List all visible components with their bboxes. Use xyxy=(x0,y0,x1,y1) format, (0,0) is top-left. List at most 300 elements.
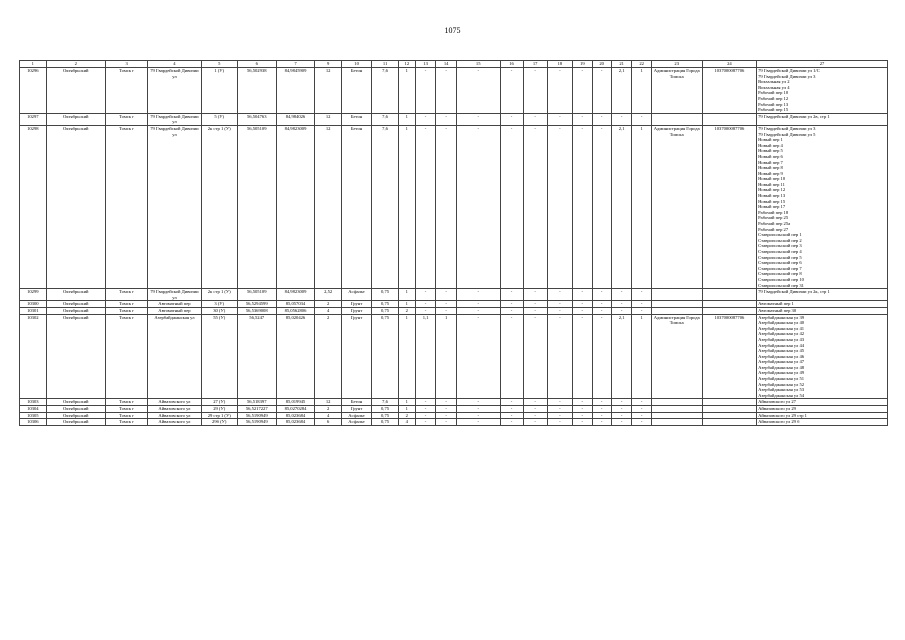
table-cell: 10296 xyxy=(20,68,47,114)
address-cell xyxy=(757,307,888,314)
table-cell: - xyxy=(456,289,500,301)
table-cell: 7,6 xyxy=(372,113,399,125)
table-cell: 29 (У) xyxy=(201,406,237,413)
table-cell: Асфальт xyxy=(341,412,371,419)
table-cell: - xyxy=(592,125,611,288)
table-cell: 7,6 xyxy=(372,399,399,406)
table-cell: 1037000087706 xyxy=(702,314,756,399)
table-cell: Октябрьский xyxy=(46,307,105,314)
table-cell: 84,9845909 xyxy=(276,68,315,114)
table-cell: 10302 xyxy=(20,314,47,399)
table-cell: - xyxy=(500,113,523,125)
table-cell: - xyxy=(611,412,632,419)
address-line: Ставропольский пер 3 xyxy=(758,243,802,249)
table-cell: - xyxy=(500,301,523,308)
table-cell: Бетон xyxy=(341,399,371,406)
table-cell: - xyxy=(436,125,457,288)
table-cell: - xyxy=(547,113,572,125)
address-line: Азербайджанская ул 54 xyxy=(758,392,805,398)
address-line: Новый пер 7 xyxy=(758,159,783,165)
table-cell: - xyxy=(632,289,651,301)
address-line: Автоматный пер 30 xyxy=(758,307,797,313)
address-line: Вокзальная ул 2 xyxy=(758,79,790,85)
table-cell: 1 xyxy=(398,406,415,413)
address-line: 79 Гвардейской Дивизии ул 1/С xyxy=(758,68,820,73)
table-cell xyxy=(651,419,702,426)
table-cell: Грунт xyxy=(341,301,371,308)
table-cell: Айвазовского ул xyxy=(148,419,201,426)
table-cell: - xyxy=(415,301,436,308)
table-cell: Октябрьский xyxy=(46,399,105,406)
table-cell: 2к стр 1 (У) xyxy=(201,125,237,288)
table-cell: 1 xyxy=(398,289,415,301)
table-body xyxy=(20,61,888,426)
address-line: Азербайджанская ул 40 xyxy=(758,320,805,326)
address-line: Азербайджанская ул 41 xyxy=(758,325,805,331)
address-line: Рабочий пер 27 xyxy=(758,226,789,232)
table-cell: Азербайджанская ул xyxy=(148,314,201,399)
address-line: Азербайджанская ул 49 xyxy=(758,370,805,376)
table-cell xyxy=(702,289,756,301)
address-cell xyxy=(757,301,888,308)
table-cell: Бетон xyxy=(341,68,371,114)
table-cell: 56,504763 xyxy=(237,113,276,125)
address-line: Рабочий пер 25 xyxy=(758,215,789,221)
table-cell: - xyxy=(436,289,457,301)
page-number: 1075 xyxy=(444,26,461,35)
table-cell: 1 xyxy=(398,113,415,125)
table-cell: - xyxy=(592,301,611,308)
table-cell: - xyxy=(632,307,651,314)
table-cell: Октябрьский xyxy=(46,406,105,413)
table-cell: - xyxy=(573,399,592,406)
table-cell: Октябрьский xyxy=(46,301,105,308)
table-cell: 10303 xyxy=(20,399,47,406)
table-cell: - xyxy=(611,406,632,413)
table-cell: Октябрьский xyxy=(46,419,105,426)
address-line: Азербайджанская ул 42 xyxy=(758,331,805,337)
table-cell: - xyxy=(611,289,632,301)
address-cell xyxy=(757,113,888,125)
table-cell: 2 xyxy=(398,412,415,419)
table-cell: 1 xyxy=(398,314,415,399)
table-cell: - xyxy=(592,113,611,125)
address-line: Ставропольский пер 8 xyxy=(758,271,802,277)
header-cell: 17 xyxy=(523,61,547,68)
address-line: Новый пер 11 xyxy=(758,181,785,187)
table-row xyxy=(20,412,888,419)
address-line: Ставропольский пер 6 xyxy=(758,260,802,266)
table-cell: 56,5190949 xyxy=(237,412,276,419)
table-cell: 1 xyxy=(398,68,415,114)
table-cell: - xyxy=(456,406,500,413)
table-cell: Томск г xyxy=(105,419,147,426)
table-cell: - xyxy=(592,307,611,314)
table-cell: - xyxy=(415,125,436,288)
table-cell: 7,6 xyxy=(372,68,399,114)
table-cell: Асфальт xyxy=(341,419,371,426)
table-cell: Томск г xyxy=(105,125,147,288)
table-cell: 2,1 xyxy=(611,125,632,288)
address-line: Айвазовского ул 29 xyxy=(758,406,796,412)
table-cell: Администрация Города Томска xyxy=(651,68,702,114)
table-cell: 2 xyxy=(398,307,415,314)
table-cell: 56,518397 xyxy=(237,399,276,406)
table-cell: - xyxy=(415,399,436,406)
table-cell: 1037000087706 xyxy=(702,125,756,288)
header-cell: 2 xyxy=(46,61,105,68)
table-cell: 1037000087706 xyxy=(702,68,756,114)
table-cell: 29б (У) xyxy=(201,419,237,426)
table-cell xyxy=(702,406,756,413)
table-cell: 85,057034 xyxy=(276,301,315,308)
address-cell xyxy=(757,406,888,413)
table-header-row xyxy=(20,61,888,68)
register-table xyxy=(19,60,888,426)
table-cell: Томск г xyxy=(105,307,147,314)
header-cell: 21 xyxy=(611,61,632,68)
table-cell: 12 xyxy=(315,68,342,114)
table-cell: 1 xyxy=(436,314,457,399)
table-cell: Айвазовского ул xyxy=(148,412,201,419)
table-cell: 1 xyxy=(398,301,415,308)
address-line: Рабочий пер 10 xyxy=(758,90,789,96)
table-cell: 4 xyxy=(315,307,342,314)
header-cell: 22 xyxy=(632,61,651,68)
address-line: Рабочий пер 12 xyxy=(758,95,789,101)
table-cell xyxy=(702,113,756,125)
header-cell: 20 xyxy=(592,61,611,68)
table-cell: 10306 xyxy=(20,419,47,426)
table-cell: - xyxy=(547,289,572,301)
table-cell: 85,020426 xyxy=(276,314,315,399)
address-line: Азербайджанская ул 44 xyxy=(758,342,805,348)
header-cell: 4 xyxy=(148,61,201,68)
table-cell: Айвазовского ул xyxy=(148,399,201,406)
table-cell: - xyxy=(611,113,632,125)
address-cell xyxy=(757,399,888,406)
table-cell: 5 (У) xyxy=(201,113,237,125)
table-cell: 85,023684 xyxy=(276,412,315,419)
table-cell: Октябрьский xyxy=(46,113,105,125)
table-cell: 0,75 xyxy=(372,289,399,301)
address-line: Рабочий пер 13 xyxy=(758,101,789,107)
table-cell: - xyxy=(632,419,651,426)
address-line: 79 Гвардейской Дивизии ул 5 xyxy=(758,131,816,137)
header-cell: 6 xyxy=(237,61,276,68)
address-line: Ставропольский пер 2 xyxy=(758,237,802,243)
table-cell: 4 xyxy=(315,412,342,419)
address-line: Автоматный пер 1 xyxy=(758,301,794,307)
header-cell: 27 xyxy=(757,61,888,68)
table-cell: - xyxy=(573,307,592,314)
address-line: Новый пер 15 xyxy=(758,198,786,204)
table-row xyxy=(20,314,888,399)
table-cell: 56,5217227 xyxy=(237,406,276,413)
table-cell: Айвазовского ул xyxy=(148,406,201,413)
table-cell: 3 (У) xyxy=(201,301,237,308)
table-cell: - xyxy=(547,406,572,413)
table-cell: - xyxy=(523,113,547,125)
table-row xyxy=(20,125,888,288)
address-line: Азербайджанская ул 39 xyxy=(758,314,805,320)
table-cell xyxy=(702,419,756,426)
table-cell: - xyxy=(547,412,572,419)
table-cell xyxy=(702,307,756,314)
table-cell: - xyxy=(592,68,611,114)
address-line: Новый пер 5 xyxy=(758,148,783,154)
table-row xyxy=(20,419,888,426)
table-cell: 2,1 xyxy=(611,68,632,114)
table-cell: - xyxy=(592,314,611,399)
table-cell: 2 xyxy=(315,406,342,413)
header-cell: 10 xyxy=(341,61,371,68)
table-cell: - xyxy=(415,406,436,413)
table-cell: - xyxy=(632,399,651,406)
table-row xyxy=(20,307,888,314)
address-line: Азербайджанская ул 53 xyxy=(758,387,805,393)
address-line: Айвазовского ул 27 xyxy=(758,399,796,405)
address-cell xyxy=(757,412,888,419)
address-cell xyxy=(757,68,888,114)
table-cell: Томск г xyxy=(105,289,147,301)
table-cell: 85,023684 xyxy=(276,419,315,426)
table-cell: 2к стр 1 (У) xyxy=(201,289,237,301)
address-cell xyxy=(757,419,888,426)
table-cell: 1 xyxy=(632,314,651,399)
table-cell: - xyxy=(547,68,572,114)
table-cell: 7,6 xyxy=(372,125,399,288)
address-cell xyxy=(757,289,888,301)
address-line: 79 Гвардейской Дивизии ул 2в, стр 1 xyxy=(758,113,830,119)
address-line: Вокзальная ул 4 xyxy=(758,84,790,90)
table-cell: - xyxy=(573,125,592,288)
table-cell: Октябрьский xyxy=(46,314,105,399)
table-cell: 10298 xyxy=(20,125,47,288)
table-cell: - xyxy=(611,307,632,314)
address-line: Новый пер 8 xyxy=(758,165,783,171)
table-cell: - xyxy=(523,406,547,413)
table-cell: - xyxy=(456,68,500,114)
address-line: 79 Гвардейской Дивизии ул 3 xyxy=(758,73,816,79)
table-cell xyxy=(702,399,756,406)
table-cell: 12 xyxy=(315,399,342,406)
table-cell: 1 (У) xyxy=(201,68,237,114)
address-line: Новый пер 6 xyxy=(758,153,783,159)
table-cell: - xyxy=(523,289,547,301)
table-cell: - xyxy=(500,307,523,314)
address-line: Азербайджанская ул 52 xyxy=(758,381,805,387)
address-line: Ставропольский пер 5 xyxy=(758,254,802,260)
header-cell: 18 xyxy=(547,61,572,68)
table-row xyxy=(20,399,888,406)
table-cell: - xyxy=(436,307,457,314)
table-cell: - xyxy=(632,412,651,419)
table-cell: - xyxy=(573,289,592,301)
table-cell: - xyxy=(456,125,500,288)
table-cell: 0,75 xyxy=(372,406,399,413)
table-cell: 56,502938 xyxy=(237,68,276,114)
table-cell: 1,1 xyxy=(415,314,436,399)
table-cell: - xyxy=(611,301,632,308)
table-cell: 30 (У) xyxy=(201,307,237,314)
table-cell: 27 (У) xyxy=(201,399,237,406)
table-cell: - xyxy=(573,412,592,419)
address-line: Рабочий пер 15 xyxy=(758,107,789,113)
header-cell: 24 xyxy=(702,61,756,68)
address-line: Ставропольский пер 7 xyxy=(758,265,802,271)
table-cell: - xyxy=(547,314,572,399)
table-cell: 79 Гвардейской Дивизии ул xyxy=(148,113,201,125)
table-cell: Бетон xyxy=(341,125,371,288)
address-line: Айвазовского ул 29 стр 1 xyxy=(758,412,807,418)
table-cell: - xyxy=(573,314,592,399)
table-cell: - xyxy=(500,289,523,301)
table-cell: Грунт xyxy=(341,406,371,413)
table-cell: - xyxy=(523,307,547,314)
table-cell: - xyxy=(436,68,457,114)
table-cell: - xyxy=(592,419,611,426)
table-cell: Томск г xyxy=(105,406,147,413)
table-cell: 79 Гвардейской Дивизии ул xyxy=(148,68,201,114)
header-cell: 11 xyxy=(372,61,399,68)
table-cell xyxy=(651,412,702,419)
address-line: Новый пер 1 xyxy=(758,137,783,143)
table-cell: Автоматный пер xyxy=(148,307,201,314)
header-cell: 5 xyxy=(201,61,237,68)
address-line: Азербайджанская ул 47 xyxy=(758,359,805,365)
header-cell: 15 xyxy=(456,61,500,68)
header-cell: 13 xyxy=(415,61,436,68)
address-line: Азербайджанская ул 46 xyxy=(758,353,805,359)
header-cell: 16 xyxy=(500,61,523,68)
header-cell: 14 xyxy=(436,61,457,68)
table-cell: - xyxy=(592,412,611,419)
table-cell: Администрация Города Томска xyxy=(651,125,702,288)
table-cell xyxy=(651,399,702,406)
table-cell: 10304 xyxy=(20,406,47,413)
table-cell: - xyxy=(611,419,632,426)
header-cell: 23 xyxy=(651,61,702,68)
table-cell: - xyxy=(523,314,547,399)
address-line: Новый пер 12 xyxy=(758,187,786,193)
table-cell: 12 xyxy=(315,113,342,125)
table-cell: - xyxy=(573,419,592,426)
table-cell: 0,75 xyxy=(372,301,399,308)
table-row xyxy=(20,406,888,413)
table-cell xyxy=(651,113,702,125)
table-cell: 4 xyxy=(398,419,415,426)
table-cell: Томск г xyxy=(105,301,147,308)
table-cell: Томск г xyxy=(105,412,147,419)
header-cell: 9 xyxy=(315,61,342,68)
table-cell: 85,019945 xyxy=(276,399,315,406)
address-line: Рабочий пер 18 xyxy=(758,209,789,215)
header-cell: 1 xyxy=(20,61,47,68)
table-cell: Томск г xyxy=(105,314,147,399)
header-cell: 7 xyxy=(276,61,315,68)
table-cell: 12 xyxy=(315,125,342,288)
table-cell: Асфальт xyxy=(341,289,371,301)
address-line: Новый пер 13 xyxy=(758,193,786,199)
table-cell: 79 Гвардейской Дивизии ул xyxy=(148,289,201,301)
table-cell: Томск г xyxy=(105,399,147,406)
table-cell: Томск г xyxy=(105,68,147,114)
table-cell: Томск г xyxy=(105,113,147,125)
table-cell: - xyxy=(415,419,436,426)
table-cell: - xyxy=(523,419,547,426)
table-cell: - xyxy=(456,412,500,419)
table-cell: 1 xyxy=(398,399,415,406)
table-cell: 1 xyxy=(398,125,415,288)
table-cell: 56,5294599 xyxy=(237,301,276,308)
table-cell: - xyxy=(456,301,500,308)
table-cell: - xyxy=(436,113,457,125)
table-cell: - xyxy=(592,406,611,413)
address-line: Новый пер 17 xyxy=(758,204,786,210)
table-cell: - xyxy=(415,113,436,125)
table-cell xyxy=(651,301,702,308)
address-cell xyxy=(757,125,888,288)
table-cell: Автоматный пер xyxy=(148,301,201,308)
table-cell: - xyxy=(573,301,592,308)
address-line: Рабочий пер 25а xyxy=(758,221,791,227)
table-cell: 10299 xyxy=(20,289,47,301)
address-line: Ставропольский пер 10 xyxy=(758,276,804,282)
table-cell: - xyxy=(547,307,572,314)
table-cell: - xyxy=(573,68,592,114)
table-cell: - xyxy=(573,113,592,125)
table-cell: 56,505109 xyxy=(237,289,276,301)
table-cell: - xyxy=(611,399,632,406)
table-row xyxy=(20,113,888,125)
table-row xyxy=(20,301,888,308)
table-cell: 56,505109 xyxy=(237,125,276,288)
table-cell: - xyxy=(523,301,547,308)
table-cell: 10305 xyxy=(20,412,47,419)
address-line: Новый пер 4 xyxy=(758,142,783,148)
table-cell: - xyxy=(415,289,436,301)
table-cell: 56,5247 xyxy=(237,314,276,399)
header-cell: 3 xyxy=(105,61,147,68)
address-line: Айвазовского ул 29 б xyxy=(758,419,800,425)
table-cell: - xyxy=(547,301,572,308)
table-cell: 2 xyxy=(315,301,342,308)
table-cell: 56,5369008 xyxy=(237,307,276,314)
table-cell: - xyxy=(523,125,547,288)
table-cell: 2,1 xyxy=(611,314,632,399)
table-cell: 55 (У) xyxy=(201,314,237,399)
address-line: Ставропольский пер 31 xyxy=(758,282,804,288)
table-cell: - xyxy=(415,307,436,314)
table-cell: - xyxy=(500,399,523,406)
table-cell: 0,75 xyxy=(372,419,399,426)
table-cell: - xyxy=(436,419,457,426)
table-cell: - xyxy=(436,399,457,406)
table-cell: - xyxy=(436,406,457,413)
address-line: Азербайджанская ул 48 xyxy=(758,364,805,370)
table-cell: - xyxy=(632,406,651,413)
address-line: Азербайджанская ул 51 xyxy=(758,376,805,382)
table-cell xyxy=(651,289,702,301)
table-cell: - xyxy=(547,125,572,288)
table-cell: 1 xyxy=(632,68,651,114)
table-row xyxy=(20,289,888,301)
address-line: Новый пер 9 xyxy=(758,170,783,176)
address-line: 79 Гвардейской Дивизии ул 3 xyxy=(758,125,816,131)
table-cell: - xyxy=(456,113,500,125)
table-cell: 2,52 xyxy=(315,289,342,301)
